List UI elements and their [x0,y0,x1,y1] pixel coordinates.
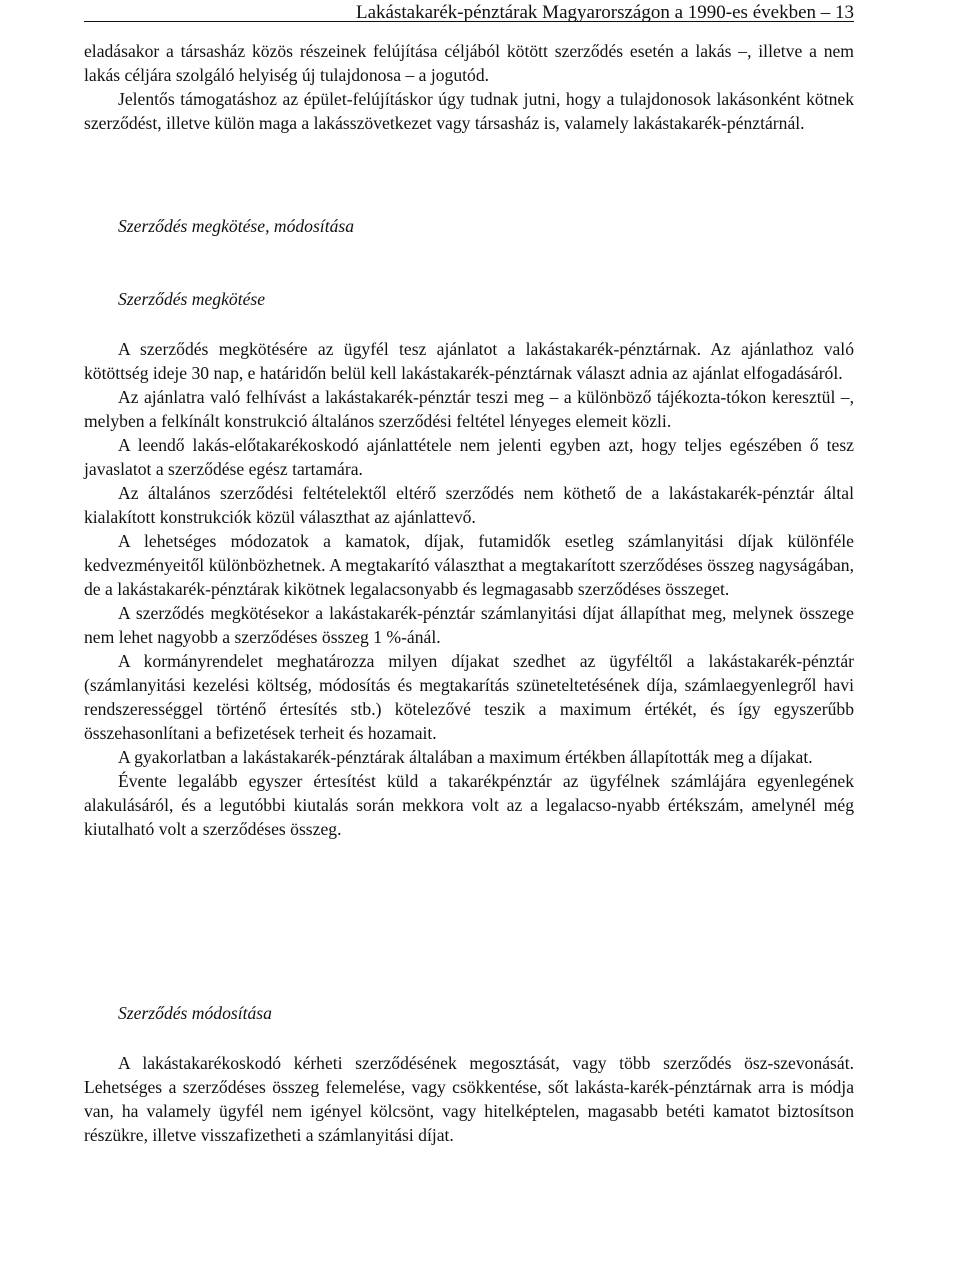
subsection-heading-1: Szerződés megkötése [118,289,266,309]
paragraph: A leendő lakás-előtakarékoskodó ajánlattétele nem jelenti egyben azt, hogy teljes egészében ő tesz javaslatot a szerződése egész tartamára. [84,435,854,479]
intro-paragraph-1: eladásakor a társasház közös részeinek felújítása céljából kötött szerződés esetén a lakás –, illetve a nem lakás céljára szolgáló helyiség új tulajdonosa – a jogutód. [84,41,854,85]
section-heading: Szerződés megkötése, módosítása [118,216,355,236]
subsection-2-body [84,1051,854,1147]
subsection-heading-2: Szerződés módosítása [118,1003,272,1023]
paragraph: Az ajánlatra való felhívást a lakástakarék-pénztár teszi meg – a különböző tájékozta-tókon keresztül –, melyben a felkínált konstrukció általános szerződési feltétel lényeges elemeit közli. [84,387,854,431]
paragraph: A lakástakarékoskodó kérheti szerződésének megosztását, vagy több szerződés ösz-szevonását. Lehetséges a szerződéses összeg felemelése, vagy csökkentése, sőt lakástа-karék-pénztárnak arra is módja van, ha valamely ügyfél nem igényel kölcsönt, vagy hitelképtelen, magasabb betéti kamatot biztosítson részükre, illetve visszafizetheti a számlanyitási díjat. [84,1053,854,1145]
paragraph: A lehetséges módozatok a kamatok, díjak, futamidők esetleg számlanyitási díjak különféle kedvezményeitől különbözhetnek. A megtakarító választhat a megtakarított szerződéses összeg nagyságában, de a lakástakarék-pénztárak kikötnek legalacsonyabb és legmagasabb szerződéses összeget. [84,531,854,599]
running-header: Lakástakarék-pénztárak Magyarországon a 1990-es években – 13 [356,2,854,23]
paragraph: A gyakorlatban a lakástakarék-pénztárak általában a maximum értékben állapították meg a díjakat. [118,747,813,767]
subsection-1-body [84,337,854,841]
paragraph: A szerződés megkötésére az ügyfél tesz ajánlatot a lakástakarék-pénztárnak. Az ajánlathoz való kötöttség ideje 30 nap, e határidőn belül kell lakástakarék-pénztárnak választ adnia az ajánlat elfogadásáról. [84,339,854,383]
intro-block [84,39,854,135]
paragraph: A kormányrendelet meghatározza milyen díjakat szedhet az ügyféltől a lakástakarék-pénztár (számlanyitási kezelési költség, módosítás és megtakarítás szüneteltetésének díja, számlaegyenlegről havi rendszerességgel történő értesítés stb.) kötelezővé teszik a maximum értékét, és így egyszerűbb összehasonlítani a befizetések terheit és hozamait. [84,651,854,743]
header-rule [84,21,854,22]
paragraph: A szerződés megkötésekor a lakástakarék-pénztár számlanyitási díjat állapíthat meg, melynek összege nem lehet nagyobb a szerződéses összeg 1 %-ánál. [84,603,854,647]
intro-paragraph-2: Jelentős támogatáshoz az épület-felújításkor úgy tudnak jutni, hogy a tulajdonosok lakásonként kötnek szerződést, illetve külön maga a lakásszövetkezet vagy társasház is, valamely lakástakarék-pénztárnál. [84,89,854,133]
paragraph: Évente legalább egyszer értesítést küld a takarékpénztár az ügyfélnek számlájára egyenlegének alakulásáról, és a legutóbbi kiutalás során mekkora volt az a legalacso-nyabb értékszám, amelynél még kiutalható volt a szerződéses összeg. [84,771,854,839]
paragraph: Az általános szerződési feltételektől eltérő szerződés nem köthető de a lakástakarék-pénztár által kialakított konstrukciók közül választhat az ajánlattevő. [84,483,854,527]
